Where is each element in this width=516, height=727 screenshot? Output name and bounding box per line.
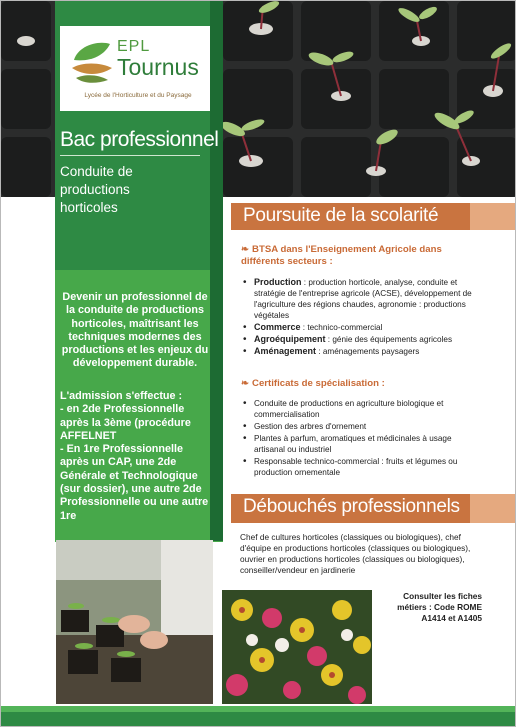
school-logo [60,26,210,111]
debouches-banner [231,494,515,523]
consult-note: Consulter les fiches métiers : Code ROME A1414 et A1405 [397,591,482,623]
subtitle-line: productions [60,182,130,197]
cert-list [240,398,480,479]
greenhouse-photo [56,540,213,704]
btsa-heading: ❧ BTSA dans l'Enseignement Agricole dans différents secteurs : [241,244,442,267]
list-item: • Aménagement : aménagements paysagers [240,346,484,357]
poursuite-banner [231,203,515,230]
bottom-bar [1,706,515,726]
btsa-list [240,277,484,358]
list-item: • Conduite de productions en agriculture biologique et commercialisation [240,398,480,420]
debouches-text: Chef de cultures horticoles (classiques ou biologiques), chef d'équipe en productions horticoles (classiques ou biologiques), ouvrier en productions horticoles (classiques ou biologiques), conseiller/vendeur en jardinerie [240,532,471,575]
poursuite-title: Poursuite de la scolarité [243,205,439,226]
page-title: Bac professionnel [60,128,219,151]
intro-text: Devenir un professionnel de la conduite de productions horticoles, maîtrisant les techniques modernes des productions et les enjeux du développement durable. [61,291,209,370]
list-item: • Production : production horticole, analyse, conduite et stratégie de l'entreprise agricole (ACSE), développement de l'agriculture des régions chaudes, agronomie : productions végétales [240,277,484,321]
admission-line: - En 1re Professionnelle après un CAP, une 2de Générale et Technologique (sur dossier), une autre 2de Professionnelle ou une autre 1re [60,443,209,522]
admission-line: - en 2de Professionnelle après la 3ème (procédure AFFELNET [60,403,191,442]
cert-heading: ❧ Certificats de spécialisation : [241,378,385,389]
flowers-photo [222,590,372,704]
subtitle-line: Conduite de [60,164,133,179]
logo-epl: EPL [117,38,151,55]
title-divider [60,155,200,156]
leaf-logo-icon [70,38,114,84]
green-column-edge [210,1,223,541]
list-item: • Responsable technico-commercial : fruits et légumes ou production ornementale [240,456,480,478]
list-item: • Agroéquipement : génie des équipements agricoles [240,334,484,345]
leaf-icon: ❧ [241,244,250,255]
subtitle-line: horticoles [60,200,118,215]
admission-block [60,390,210,523]
leaf-icon: ❧ [241,378,250,389]
list-item: • Gestion des arbres d'ornement [240,421,480,432]
list-item: • Plantes à parfum, aromatiques et médicinales à usage artisanal ou industriel [240,433,480,455]
debouches-title: Débouchés professionnels [243,496,460,517]
logo-subtitle: Lycée de l'Horticulture et du Paysage [84,92,192,99]
page-subtitle [60,163,190,217]
list-item: • Commerce : technico-commercial [240,322,484,333]
logo-name: Tournus [117,54,199,80]
admission-heading: L'admission s'effectue : [60,390,183,402]
